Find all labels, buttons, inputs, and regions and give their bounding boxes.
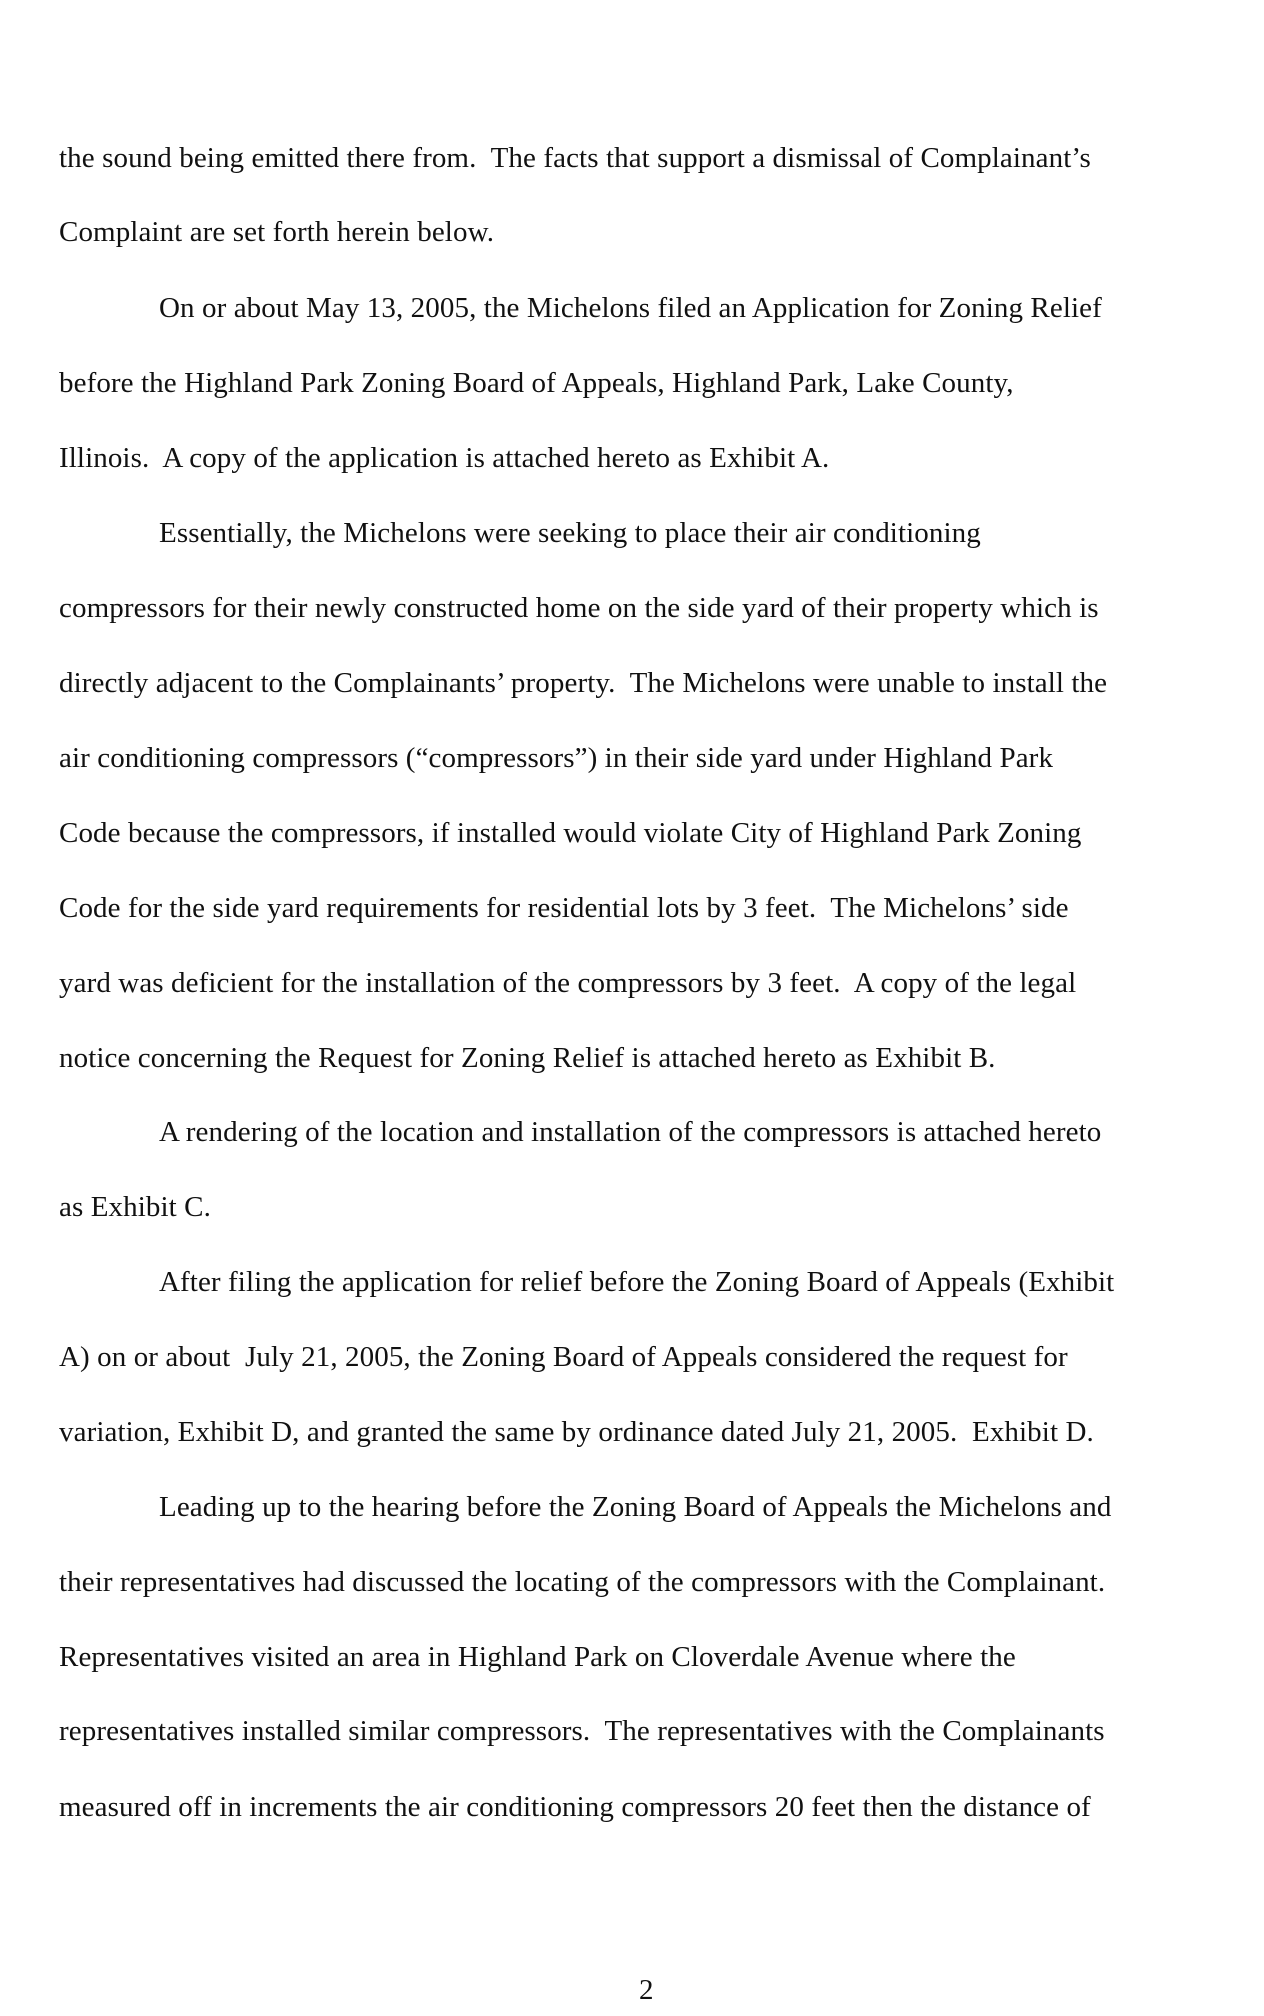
text-line: notice concerning the Request for Zoning Relief is attached hereto as Exhibit B. (59, 1042, 996, 1074)
page-number: 2 (639, 1974, 654, 2006)
text-line: Representatives visited an area in Highland Park on Cloverdale Avenue where the (59, 1641, 1016, 1673)
text-line: the sound being emitted there from. The facts that support a dismissal of Complainant’s (59, 142, 1091, 174)
text-line: Essentially, the Michelons were seeking to place their air conditioning (159, 517, 981, 549)
text-line: Illinois. A copy of the application is attached hereto as Exhibit A. (59, 442, 830, 474)
text-line: After filing the application for relief before the Zoning Board of Appeals (Exhibit (159, 1266, 1115, 1298)
text-line: as Exhibit C. (59, 1191, 211, 1223)
text-line: directly adjacent to the Complainants’ property. The Michelons were unable to install the (59, 667, 1108, 699)
text-line: compressors for their newly constructed home on the side yard of their property which is (59, 592, 1099, 624)
text-line: A rendering of the location and installation of the compressors is attached hereto (159, 1116, 1102, 1148)
text-line: Complaint are set forth herein below. (59, 216, 495, 248)
text-line: On or about May 13, 2005, the Michelons filed an Application for Zoning Relief (159, 292, 1102, 324)
text-line: Code because the compressors, if installed would violate City of Highland Park Zoning (59, 817, 1082, 849)
text-line: before the Highland Park Zoning Board of Appeals, Highland Park, Lake County, (59, 367, 1014, 399)
text-line: their representatives had discussed the locating of the compressors with the Complainant. (59, 1566, 1106, 1598)
text-line: variation, Exhibit D, and granted the same by ordinance dated July 21, 2005. Exhibit D. (59, 1416, 1094, 1448)
text-line: Leading up to the hearing before the Zoning Board of Appeals the Michelons and (159, 1491, 1112, 1523)
text-line: representatives installed similar compressors. The representatives with the Complainants (59, 1715, 1105, 1747)
text-line: A) on or about July 21, 2005, the Zoning Board of Appeals considered the request for (59, 1341, 1068, 1373)
text-line: yard was deficient for the installation of the compressors by 3 feet. A copy of the legal (59, 967, 1077, 999)
text-line: measured off in increments the air conditioning compressors 20 feet then the distance of (59, 1791, 1091, 1823)
text-line: Code for the side yard requirements for residential lots by 3 feet. The Michelons’ side (59, 892, 1069, 924)
text-line: air conditioning compressors (“compressors”) in their side yard under Highland Park (59, 742, 1054, 774)
